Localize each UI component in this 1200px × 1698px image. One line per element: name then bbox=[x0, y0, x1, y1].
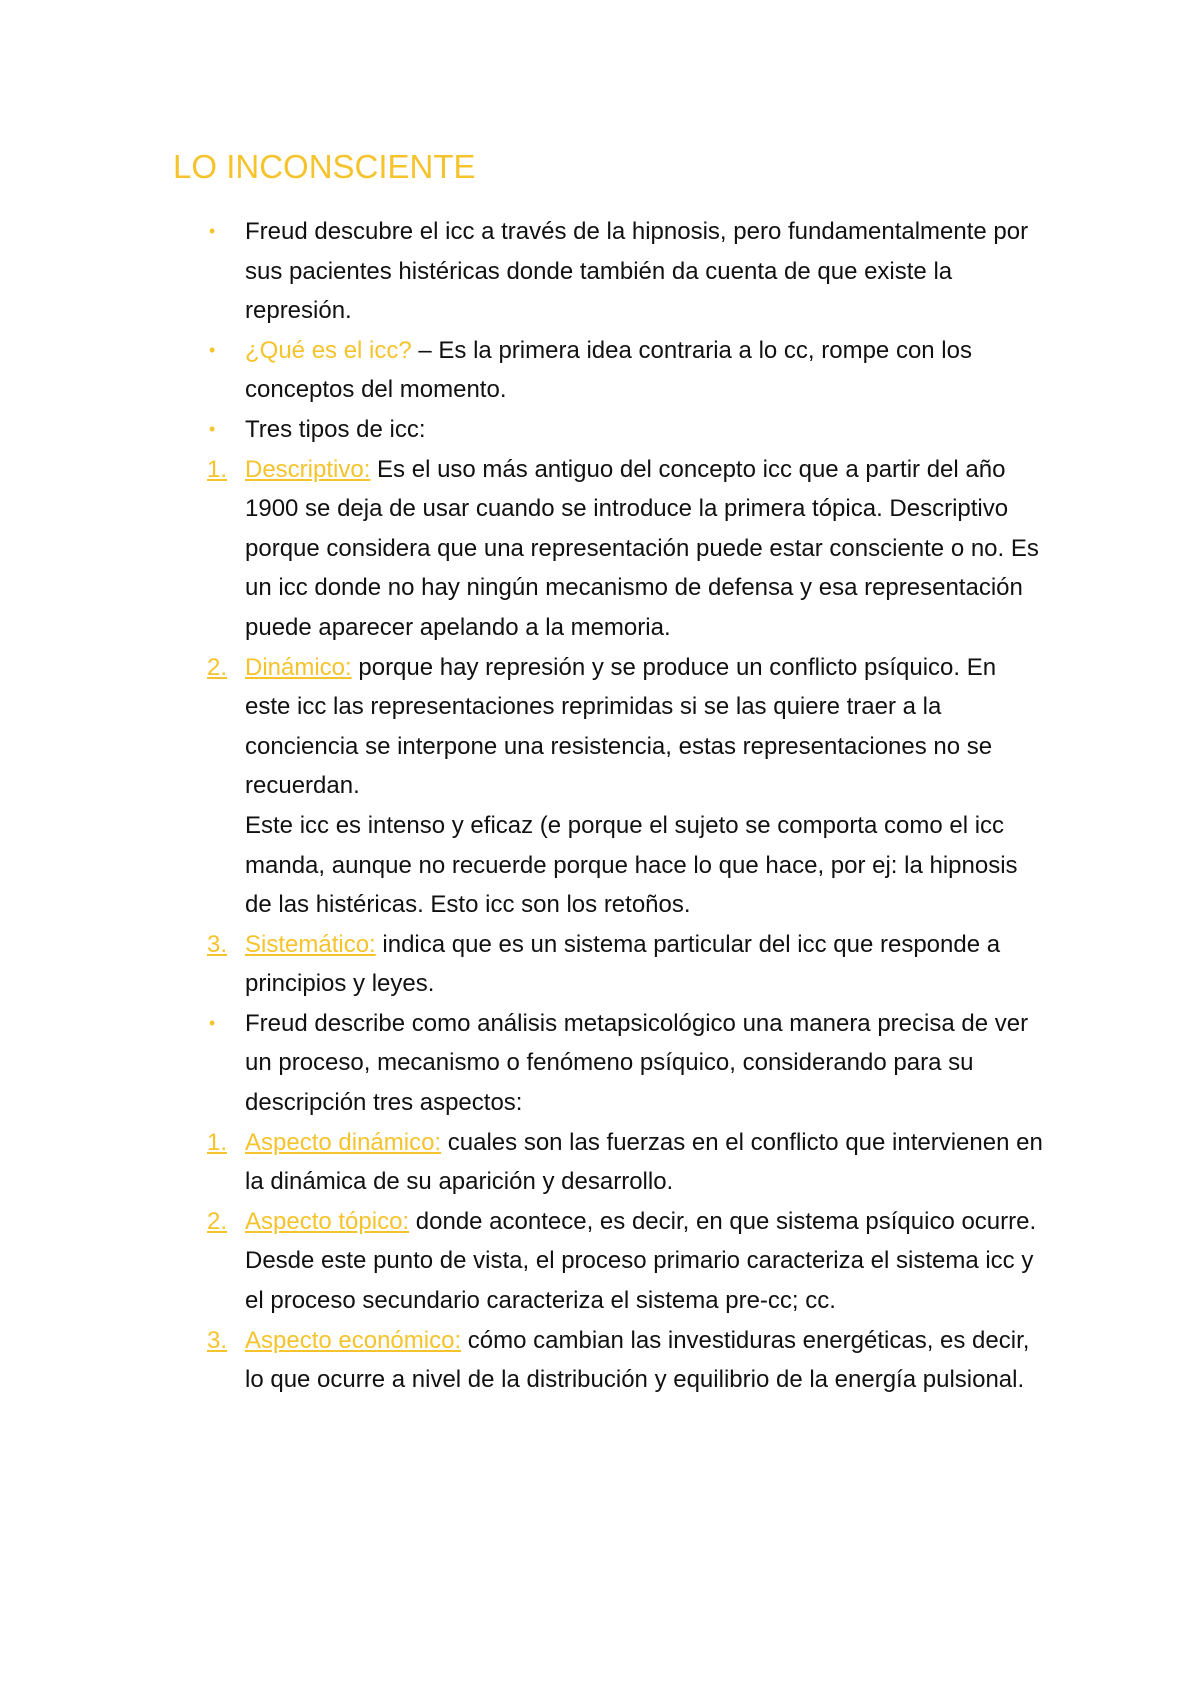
list-item-body: Freud descubre el icc a través de la hipnosis, pero fundamentalmente por sus pacientes histéricas donde también da cuenta de que existe la represión. bbox=[245, 218, 1029, 325]
list-item bbox=[0, 1004, 1200, 1123]
list-item-text bbox=[245, 331, 1045, 410]
numbered-item-body: donde acontece, es decir, en que sistema psíquico ocurre. Desde este punto de vista, el proceso primario caracteriza el sistema icc y el proceso secundario caracteriza el sistema pre-cc; cc. bbox=[245, 1207, 1037, 1315]
item-number: 3. bbox=[207, 1326, 228, 1354]
list-item-body: Tres tipos de icc: bbox=[245, 415, 426, 443]
numbered-item-extra: Este icc es intenso y eficaz (e porque el sujeto se comporta como el icc manda, aunque no recuerde porque hace lo que hace, por ej: la hipnosis de las histéricas. Esto icc son los retoños. bbox=[245, 811, 1018, 919]
numbered-item-text bbox=[245, 648, 1045, 806]
numbered-item bbox=[0, 1123, 1200, 1202]
numbered-item-term: Aspecto dinámico: bbox=[245, 1128, 442, 1156]
numbered-item-body: cómo cambian las investiduras energéticas, es decir, lo que ocurre a nivel de la distribución y equilibrio de la energía pulsional. bbox=[245, 1326, 1030, 1394]
item-number: 2. bbox=[207, 1207, 228, 1235]
numbered-item bbox=[0, 925, 1200, 1004]
item-number: 3. bbox=[207, 930, 228, 958]
bullet-icon: • bbox=[209, 418, 216, 439]
numbered-item-term: Sistemático: bbox=[245, 930, 376, 958]
numbered-item-text bbox=[245, 1202, 1045, 1321]
item-number: 1. bbox=[207, 1128, 228, 1156]
numbered-item-term: Aspecto económico: bbox=[245, 1326, 462, 1354]
list-item-text bbox=[245, 1004, 1045, 1123]
numbered-item-text bbox=[245, 1321, 1045, 1400]
list-item-lead: ¿Qué es el icc? bbox=[245, 336, 412, 364]
list-item bbox=[0, 410, 1200, 450]
list-item-text bbox=[245, 212, 1045, 331]
numbered-item-term: Dinámico: bbox=[245, 653, 352, 681]
list-item-body: – Es la primera idea contraria a lo cc, rompe con los conceptos del momento. bbox=[245, 336, 972, 404]
numbered-item-body: cuales son las fuerzas en el conflicto que intervienen en la dinámica de su aparición y desarrollo. bbox=[245, 1128, 1043, 1196]
numbered-item-body: indica que es un sistema particular del icc que responde a principios y leyes. bbox=[245, 930, 1001, 998]
numbered-item bbox=[0, 450, 1200, 648]
document-title: LO INCONSCIENTE bbox=[173, 148, 476, 185]
numbered-item bbox=[0, 1321, 1200, 1400]
numbered-item-text bbox=[245, 1123, 1045, 1202]
numbered-item-term: Aspecto tópico: bbox=[245, 1207, 410, 1235]
numbered-item-text bbox=[245, 450, 1045, 648]
list-item bbox=[0, 331, 1200, 410]
bullet-icon: • bbox=[209, 1012, 216, 1033]
numbered-item-body: porque hay represión y se produce un conflicto psíquico. En este icc las representaciones reprimidas si se las quiere traer a la conciencia se interpone una resistencia, estas representaciones no se recuerdan. bbox=[245, 653, 997, 800]
bullet-icon: • bbox=[209, 339, 216, 360]
numbered-item-body: Es el uso más antiguo del concepto icc que a partir del año 1900 se deja de usar cuando se introduce la primera tópica. Descriptivo porque considera que una representación puede estar consciente o no. Es un icc donde no hay ningún mecanismo de defensa y esa representación puede aparecer apelando a la memoria. bbox=[245, 455, 1039, 641]
numbered-item bbox=[0, 648, 1200, 925]
bullet-icon: • bbox=[209, 221, 216, 241]
item-number: 2. bbox=[207, 653, 228, 681]
list-item-body: Freud describe como análisis metapsicológico una manera precisa de ver un proceso, mecanismo o fenómeno psíquico, considerando para su descripción tres aspectos: bbox=[245, 1009, 1029, 1117]
item-number: 1. bbox=[207, 455, 228, 483]
numbered-item-term: Descriptivo: bbox=[245, 455, 371, 483]
numbered-item bbox=[0, 1202, 1200, 1321]
list-item-text bbox=[245, 410, 1045, 450]
numbered-item-text bbox=[245, 925, 1045, 1004]
list-item bbox=[0, 212, 1200, 331]
document-body bbox=[0, 212, 1200, 1400]
